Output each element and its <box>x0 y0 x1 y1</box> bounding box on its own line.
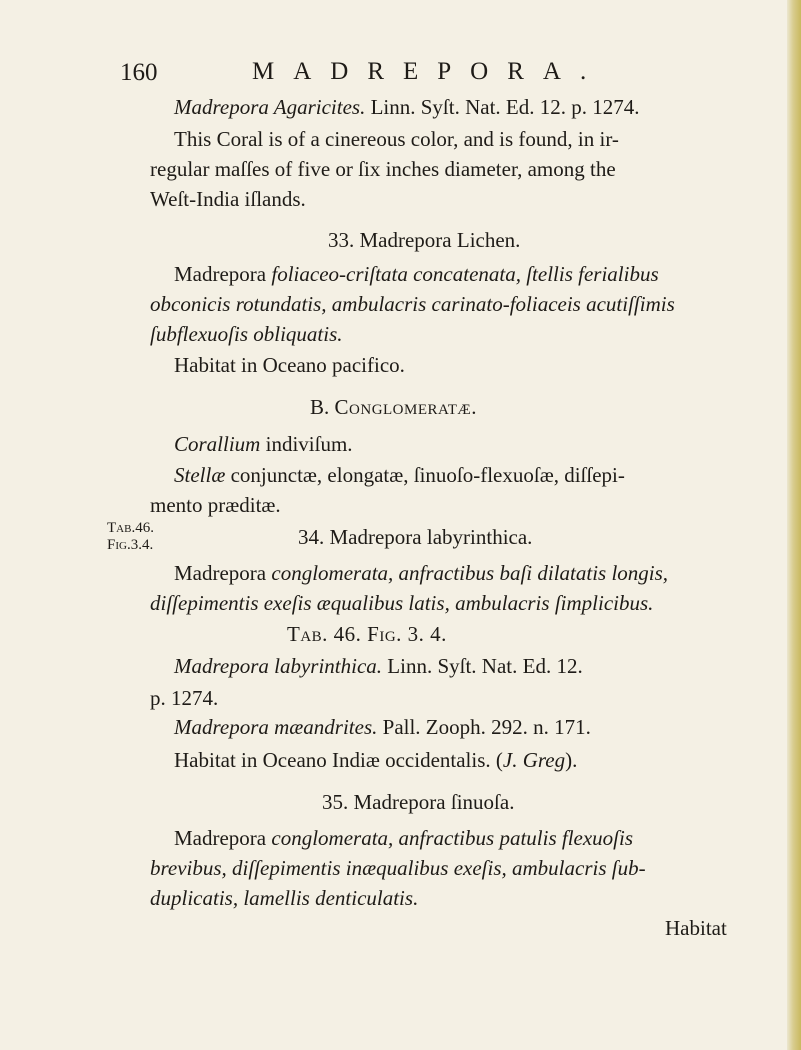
page-number: 160 <box>120 59 158 86</box>
entry-heading: 35. Madrepora ſinuoſa. <box>322 790 515 814</box>
margin-note-fig: Fig.3.4. <box>107 537 154 553</box>
text-line: p. 1274. <box>150 686 219 710</box>
entry-heading: 33. Madrepora Lichen. <box>328 228 521 252</box>
citation: Linn. Syſt. Nat. Ed. 12. <box>382 654 583 678</box>
text-line <box>174 97 640 118</box>
text-line <box>174 465 625 486</box>
text-line <box>174 828 633 849</box>
genus: Madrepora <box>174 561 272 585</box>
section-title: Conglomeratæ. <box>334 395 477 419</box>
habitat-line: Habitat in Oceano pacifico. <box>174 353 405 377</box>
definition: conjunctæ, elongatæ, ſinuoſo-flexuoſæ, diſſepi- <box>225 463 625 487</box>
citation: Linn. Syſt. Nat. Ed. 12. p. 1274. <box>365 95 640 119</box>
genus: Madrepora <box>174 826 272 850</box>
punctuation: ). <box>565 748 578 772</box>
text-line: obconicis rotundatis, ambulacris carinato-foliaceis acutiſſimis <box>150 292 675 316</box>
text-line: diſſepimentis exeſis æqualibus latis, ambulacris ſimplicibus. <box>150 591 654 615</box>
term: Corallium <box>174 432 261 456</box>
genus: Madrepora <box>174 262 272 286</box>
section-heading <box>310 397 477 418</box>
collector: J. Greg <box>502 748 566 772</box>
habitat-text: Habitat in Oceano Indiæ occidentalis. ( <box>174 748 503 772</box>
species-name: Madrepora Agaricites. <box>174 95 366 119</box>
diagnosis: conglomerata, anfractibus baſi dilatatis longis, <box>271 561 669 585</box>
text-line: mento præditæ. <box>150 493 281 517</box>
habitat-line <box>174 750 577 771</box>
text-line: regular maſſes of five or ſix inches diameter, among the <box>150 157 616 181</box>
diagnosis: foliaceo-criſtata concatenata, ſtellis ferialibus <box>271 262 659 286</box>
entry-heading: 34. Madrepora labyrinthica. <box>298 525 533 549</box>
text-line: This Coral is of a cinereous color, and is found, in ir- <box>174 127 619 151</box>
text-line <box>174 563 668 584</box>
species-name: Madrepora labyrinthica. <box>174 654 383 678</box>
catchword: Habitat <box>665 916 727 940</box>
text-line <box>174 717 591 738</box>
term: Stellæ <box>174 463 226 487</box>
species-name: Madrepora mæandrites. <box>174 715 378 739</box>
section-letter: B. <box>310 395 335 419</box>
definition: indiviſum. <box>260 432 353 456</box>
margin-note-tab: Tab.46. <box>107 520 154 536</box>
running-title: MADREPORA. <box>252 58 606 85</box>
text-line <box>174 264 659 285</box>
plate-reference: Tab. 46. Fig. 3. 4. <box>287 622 447 646</box>
text-line: ſubflexuoſis obliquatis. <box>150 322 343 346</box>
text-line: duplicatis, lamellis denticulatis. <box>150 886 419 910</box>
text-line: Weſt-India iſlands. <box>150 187 306 211</box>
diagnosis: conglomerata, anfractibus patulis flexuoſis <box>271 826 634 850</box>
text-line: brevibus, diſſepimentis inæqualibus exeſis, ambulacris ſub- <box>150 856 646 880</box>
page-edge <box>787 0 801 1050</box>
citation: Pall. Zooph. 292. n. 171. <box>377 715 591 739</box>
text-line <box>174 656 583 677</box>
text-line <box>174 434 353 455</box>
